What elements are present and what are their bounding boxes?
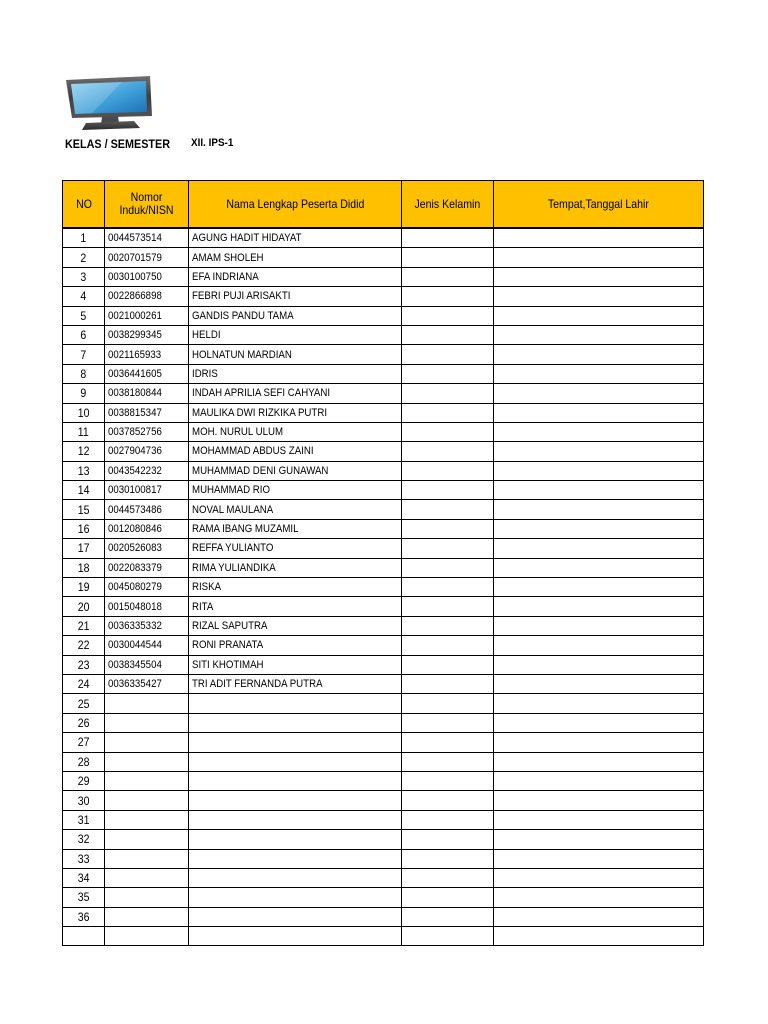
cell-birth (494, 771, 704, 790)
cell-no: 9 (63, 384, 105, 403)
table-row (63, 403, 704, 422)
table-row (63, 907, 704, 926)
cell-name: TRI ADIT FERNANDA PUTRA (189, 674, 402, 693)
cell-name: RAMA IBANG MUZAMIL (189, 519, 402, 538)
cell-nisn: 0036335332 (105, 616, 189, 635)
table-row (63, 927, 704, 946)
table-row (63, 267, 704, 286)
cell-birth (494, 267, 704, 286)
table-row (63, 810, 704, 829)
cell-no: 4 (63, 287, 105, 306)
cell-name (189, 771, 402, 790)
cell-birth (494, 306, 704, 325)
table-row (63, 345, 704, 364)
cell-birth (494, 578, 704, 597)
cell-nisn (105, 830, 189, 849)
cell-gender (402, 345, 494, 364)
cell-nisn (105, 771, 189, 790)
cell-nisn: 0020526083 (105, 539, 189, 558)
cell-gender (402, 364, 494, 383)
cell-birth (494, 810, 704, 829)
cell-nisn: 0021000261 (105, 306, 189, 325)
cell-gender (402, 927, 494, 946)
cell-name: RIZAL SAPUTRA (189, 616, 402, 635)
cell-name (189, 830, 402, 849)
cell-gender (402, 325, 494, 344)
cell-nisn: 0030100817 (105, 481, 189, 500)
cell-no: 28 (63, 752, 105, 771)
cell-birth (494, 325, 704, 344)
cell-name: NOVAL MAULANA (189, 500, 402, 519)
cell-nisn (105, 791, 189, 810)
cell-no: 31 (63, 810, 105, 829)
cell-no: 3 (63, 267, 105, 286)
cell-nisn: 0015048018 (105, 597, 189, 616)
class-semester-label: KELAS / SEMESTER (65, 137, 171, 151)
cell-no: 6 (63, 325, 105, 344)
cell-no: 33 (63, 849, 105, 868)
cell-gender (402, 674, 494, 693)
table-row (63, 248, 704, 267)
table-row (63, 442, 704, 461)
cell-name: RITA (189, 597, 402, 616)
cell-name: FEBRI PUJI ARISAKTI (189, 287, 402, 306)
cell-name: INDAH APRILIA SEFI CAHYANI (189, 384, 402, 403)
cell-no: 8 (63, 364, 105, 383)
cell-nisn (105, 927, 189, 946)
cell-birth (494, 500, 704, 519)
cell-gender (402, 830, 494, 849)
cell-birth (494, 539, 704, 558)
cell-gender (402, 481, 494, 500)
cell-gender (402, 868, 494, 887)
cell-birth (494, 791, 704, 810)
cell-gender (402, 733, 494, 752)
cell-no: 10 (63, 403, 105, 422)
cell-birth (494, 752, 704, 771)
cell-no: 21 (63, 616, 105, 635)
cell-gender (402, 287, 494, 306)
cell-no: 13 (63, 461, 105, 480)
cell-name (189, 713, 402, 732)
cell-nisn: 0038345504 (105, 655, 189, 674)
cell-nisn (105, 849, 189, 868)
cell-name (189, 752, 402, 771)
cell-gender (402, 539, 494, 558)
cell-birth (494, 713, 704, 732)
cell-name: RIMA YULIANDIKA (189, 558, 402, 577)
cell-nisn: 0037852756 (105, 422, 189, 441)
cell-gender (402, 655, 494, 674)
table-row (63, 655, 704, 674)
table-row (63, 597, 704, 616)
cell-no: 11 (63, 422, 105, 441)
cell-name: MAULIKA DWI RIZKIKA PUTRI (189, 403, 402, 422)
table-row (63, 539, 704, 558)
cell-birth (494, 519, 704, 538)
cell-nisn: 0022083379 (105, 558, 189, 577)
cell-no: 16 (63, 519, 105, 538)
cell-birth (494, 927, 704, 946)
cell-birth (494, 674, 704, 693)
column-header-gender: Jenis Kelamin (402, 181, 494, 229)
cell-no: 18 (63, 558, 105, 577)
table-row (63, 519, 704, 538)
table-row (63, 287, 704, 306)
cell-birth (494, 636, 704, 655)
table-row (63, 636, 704, 655)
cell-birth (494, 364, 704, 383)
table-row (63, 713, 704, 732)
cell-gender (402, 713, 494, 732)
table-row (63, 422, 704, 441)
cell-birth (494, 248, 704, 267)
table-row (63, 578, 704, 597)
cell-gender (402, 558, 494, 577)
cell-name (189, 733, 402, 752)
table-row (63, 364, 704, 383)
table-row (63, 771, 704, 790)
cell-name: SITI KHOTIMAH (189, 655, 402, 674)
cell-nisn (105, 810, 189, 829)
cell-nisn (105, 868, 189, 887)
cell-nisn: 0044573514 (105, 228, 189, 248)
cell-name: HELDI (189, 325, 402, 344)
cell-name: REFFA YULIANTO (189, 539, 402, 558)
cell-name (189, 927, 402, 946)
roster-body (63, 228, 704, 946)
cell-name: GANDIS PANDU TAMA (189, 306, 402, 325)
cell-no: 12 (63, 442, 105, 461)
cell-nisn: 0045080279 (105, 578, 189, 597)
column-header-name: Nama Lengkap Peserta Didid (189, 181, 402, 229)
cell-birth (494, 442, 704, 461)
cell-gender (402, 306, 494, 325)
table-row (63, 888, 704, 907)
column-header-birth: Tempat,Tanggal Lahir (494, 181, 704, 229)
cell-birth (494, 907, 704, 926)
cell-birth (494, 616, 704, 635)
cell-no: 5 (63, 306, 105, 325)
cell-no: 35 (63, 888, 105, 907)
cell-gender (402, 500, 494, 519)
cell-name (189, 907, 402, 926)
cell-birth (494, 403, 704, 422)
cell-gender (402, 791, 494, 810)
cell-name: MUHAMMAD RIO (189, 481, 402, 500)
cell-name: AGUNG HADIT HIDAYAT (189, 228, 402, 248)
column-header-nisn: Nomor Induk/NISN (105, 181, 189, 229)
cell-birth (494, 733, 704, 752)
table-row (63, 868, 704, 887)
cell-no: 26 (63, 713, 105, 732)
cell-name: IDRIS (189, 364, 402, 383)
cell-gender (402, 771, 494, 790)
cell-nisn: 0038180844 (105, 384, 189, 403)
student-roster-table (62, 180, 704, 946)
cell-birth (494, 422, 704, 441)
cell-no: 29 (63, 771, 105, 790)
cell-no: 1 (63, 228, 105, 248)
table-row (63, 830, 704, 849)
cell-nisn: 0027904736 (105, 442, 189, 461)
cell-no: 19 (63, 578, 105, 597)
cell-gender (402, 384, 494, 403)
cell-nisn (105, 888, 189, 907)
table-row (63, 694, 704, 713)
cell-no: 32 (63, 830, 105, 849)
cell-no: 17 (63, 539, 105, 558)
cell-nisn: 0020701579 (105, 248, 189, 267)
cell-gender (402, 228, 494, 248)
table-row (63, 849, 704, 868)
cell-no: 15 (63, 500, 105, 519)
cell-gender (402, 248, 494, 267)
cell-birth (494, 287, 704, 306)
cell-no: 14 (63, 481, 105, 500)
cell-name (189, 810, 402, 829)
table-row (63, 481, 704, 500)
cell-nisn: 0030100750 (105, 267, 189, 286)
cell-gender (402, 752, 494, 771)
cell-no: 23 (63, 655, 105, 674)
cell-birth (494, 461, 704, 480)
cell-name: MUHAMMAD DENI GUNAWAN (189, 461, 402, 480)
cell-gender (402, 519, 494, 538)
cell-no: 34 (63, 868, 105, 887)
cell-birth (494, 849, 704, 868)
cell-nisn: 0030044544 (105, 636, 189, 655)
class-semester-value: XII. IPS-1 (191, 137, 234, 149)
cell-name: MOHAMMAD ABDUS ZAINI (189, 442, 402, 461)
cell-birth (494, 228, 704, 248)
table-row (63, 558, 704, 577)
cell-gender (402, 888, 494, 907)
cell-nisn (105, 733, 189, 752)
table-row (63, 733, 704, 752)
table-row (63, 384, 704, 403)
cell-name (189, 791, 402, 810)
cell-nisn: 0022866898 (105, 287, 189, 306)
cell-no: 22 (63, 636, 105, 655)
cell-no: 24 (63, 674, 105, 693)
cell-birth (494, 694, 704, 713)
cell-no: 2 (63, 248, 105, 267)
cell-nisn: 0043542232 (105, 461, 189, 480)
cell-nisn (105, 694, 189, 713)
cell-nisn (105, 752, 189, 771)
table-row (63, 228, 704, 248)
cell-no: 7 (63, 345, 105, 364)
cell-birth (494, 597, 704, 616)
table-row (63, 791, 704, 810)
cell-name (189, 868, 402, 887)
cell-birth (494, 830, 704, 849)
cell-no (63, 927, 105, 946)
cell-no: 27 (63, 733, 105, 752)
table-row (63, 500, 704, 519)
cell-birth (494, 655, 704, 674)
table-row (63, 306, 704, 325)
cell-name: MOH. NURUL ULUM (189, 422, 402, 441)
cell-gender (402, 578, 494, 597)
cell-no: 30 (63, 791, 105, 810)
cell-birth (494, 868, 704, 887)
cell-nisn: 0044573486 (105, 500, 189, 519)
cell-nisn: 0012080846 (105, 519, 189, 538)
cell-gender (402, 442, 494, 461)
cell-no: 25 (63, 694, 105, 713)
cell-gender (402, 403, 494, 422)
cell-gender (402, 267, 494, 286)
cell-gender (402, 849, 494, 868)
cell-birth (494, 888, 704, 907)
cell-no: 36 (63, 907, 105, 926)
cell-nisn (105, 907, 189, 926)
cell-gender (402, 422, 494, 441)
cell-nisn: 0038299345 (105, 325, 189, 344)
cell-birth (494, 481, 704, 500)
table-row (63, 461, 704, 480)
cell-name: RISKA (189, 578, 402, 597)
cell-name: HOLNATUN MARDIAN (189, 345, 402, 364)
computer-monitor-icon (62, 74, 158, 134)
cell-gender (402, 597, 494, 616)
table-header-row (63, 181, 704, 229)
cell-nisn: 0036335427 (105, 674, 189, 693)
cell-gender (402, 694, 494, 713)
cell-name (189, 849, 402, 868)
table-row (63, 325, 704, 344)
cell-nisn: 0036441605 (105, 364, 189, 383)
cell-nisn: 0038815347 (105, 403, 189, 422)
cell-gender (402, 461, 494, 480)
table-row (63, 674, 704, 693)
cell-birth (494, 384, 704, 403)
cell-birth (494, 558, 704, 577)
cell-gender (402, 616, 494, 635)
cell-no: 20 (63, 597, 105, 616)
cell-gender (402, 907, 494, 926)
cell-name: AMAM SHOLEH (189, 248, 402, 267)
cell-name: RONI PRANATA (189, 636, 402, 655)
cell-name: EFA INDRIANA (189, 267, 402, 286)
cell-gender (402, 810, 494, 829)
table-row (63, 752, 704, 771)
cell-nisn: 0021165933 (105, 345, 189, 364)
cell-name (189, 694, 402, 713)
cell-name (189, 888, 402, 907)
cell-nisn (105, 713, 189, 732)
cell-gender (402, 636, 494, 655)
column-header-no: NO (63, 181, 105, 229)
table-row (63, 616, 704, 635)
cell-birth (494, 345, 704, 364)
